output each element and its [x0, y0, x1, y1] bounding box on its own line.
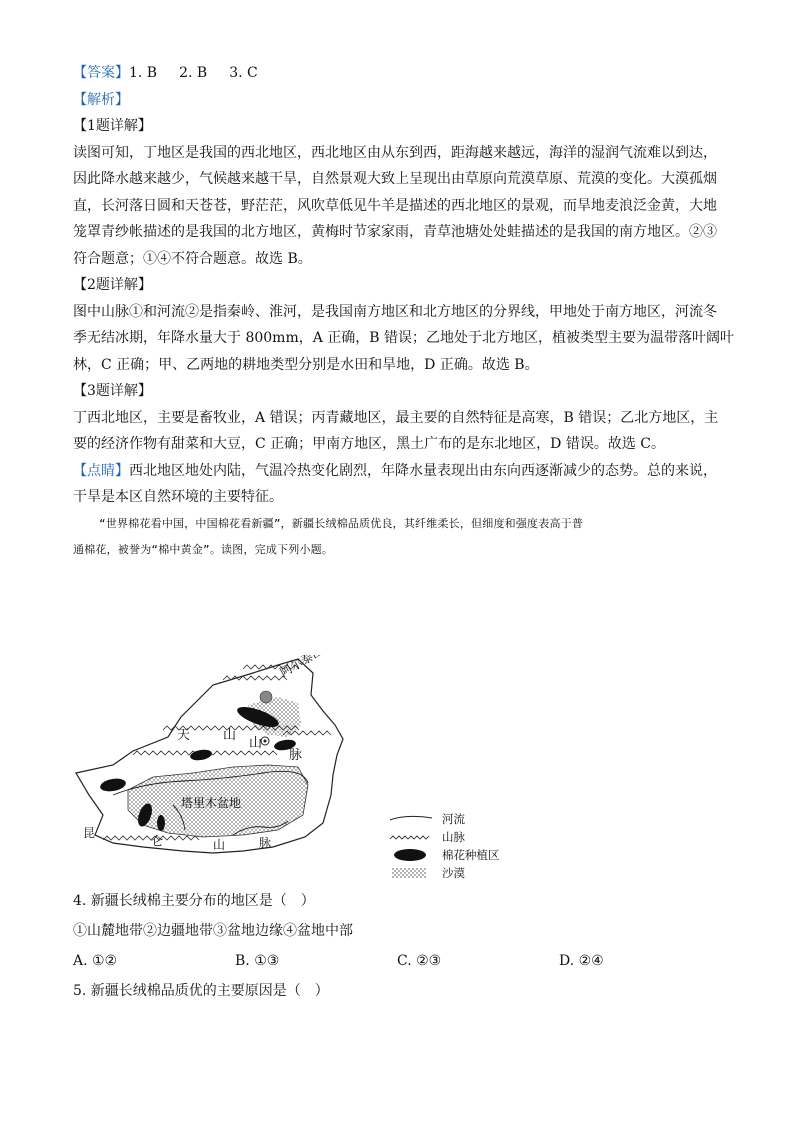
legend-item: 河流	[386, 810, 516, 828]
option-d: D. ②④	[559, 953, 604, 969]
q3-text-line: 要的经济作物有甜菜和大豆，C 正确；甲南方地区，黑土广布的是东北地区，D 错误。故选 C。	[73, 436, 665, 452]
lake	[260, 691, 272, 703]
document-body	[73, 60, 735, 563]
tianshan-label: 天	[177, 727, 191, 742]
tarim-label: 塔里木盆地	[181, 796, 242, 810]
q1-text-line: 符合题意；①④不符合题意。故选 B。	[73, 250, 312, 267]
answer-item: 1. B	[129, 65, 158, 81]
q4-choices: ①山麓地带②边疆地带③盆地边缘④盆地中部	[73, 923, 353, 939]
q1-text-line: 笼罩青纱帐描述的是我国的北方地区，黄梅时节家家雨，青草池塘处处蛙描述的是我国的南方地区。②③	[73, 224, 717, 240]
legend-item: 山脉	[386, 828, 516, 846]
option-c: C. ②③	[397, 953, 442, 969]
kunlun-label: 昆	[83, 826, 96, 840]
kunlun-label: 山	[213, 838, 226, 852]
q4-stem: 4. 新疆长绒棉主要分布的地区是（ ）	[73, 893, 315, 909]
answer-item: 3. C	[229, 65, 258, 81]
q3-tag: 【3题详解】	[73, 383, 152, 399]
q1-text-line: 读图可知，丁地区是我国的西北地区，西北地区由从东到西，距海越来越远，海洋的湿润气流难以到达，	[73, 144, 717, 161]
tianshan-label: 山	[223, 727, 237, 742]
legend-item: 沙漠	[386, 864, 516, 882]
altai-label: 阿尔泰山脉	[277, 655, 337, 680]
answer-item: 2. B	[179, 65, 208, 81]
tianshan-label: 脉	[289, 747, 303, 762]
intro-text-line: 通棉花，被誉为“棉中黄金”。读图，完成下列小题。	[73, 542, 334, 556]
kunlun-label: 仑	[151, 834, 164, 848]
tianshan-label: 山	[249, 735, 263, 750]
q1-tag: 【1题详解】	[73, 118, 152, 134]
highlight-text: 西北地区地处内陆，气温冷热变化剧烈，年降水量表现出由东向西逐渐减少的态势。总的来说，	[129, 462, 717, 479]
map-legend	[386, 810, 516, 882]
highlight-text-line: 干旱是本区自然环境的主要特征。	[73, 489, 283, 505]
questions	[73, 886, 723, 1006]
option-b: B. ①③	[235, 953, 280, 969]
intro-text-line: “世界棉花看中国，中国棉花看新疆”，新疆长绒棉品质优良，其纤维柔长，但细度和强度表高于普	[99, 516, 584, 530]
kunlun-label: 脉	[259, 836, 272, 850]
q2-text-line: 季无结冰期，年降水量大于 800mm，A 正确，B 错误；乙地处于北方地区，植被类型主要为温带落叶阔叶	[73, 330, 735, 346]
q3-text-line: 丁西北地区，主要是畜牧业，A 错误；丙青藏地区，最主要的自然特征是高寒，B 错误；乙北方地区，主	[73, 409, 719, 426]
q2-text-line: 图中山脉①和河流②是指秦岭、淮河，是我国南方地区和北方地区的分界线，甲地处于南方地区，河流冬	[73, 303, 717, 320]
answer-line	[73, 60, 723, 87]
q1-text-line: 因此降水越来越少，气候越来越干旱，自然景观大致上呈现出由草原向荒漠草原、荒漠的变化。大漠孤烟	[73, 171, 717, 187]
q4-options	[73, 946, 723, 976]
answer-tag: 【答案】	[73, 65, 129, 81]
analysis-tag: 【解析】	[73, 91, 129, 108]
q2-tag: 【2题详解】	[73, 277, 152, 293]
option-a: A. ①②	[73, 953, 118, 969]
highlight-tag: 【点睛】	[73, 462, 129, 479]
q1-text-line: 直，长河落日圆和天苍苍，野茫茫，风吹草低见牛羊是描述的西北地区的景观，而旱地麦浪泛金黄，大地	[73, 197, 717, 214]
q2-text-line: 林，C 正确；甲、乙两地的耕地类型分别是水田和旱地，D 正确。故选 B。	[73, 356, 539, 373]
q5-stem: 5. 新疆长绒棉品质优的主要原因是（ ）	[73, 983, 329, 999]
highlight-line	[73, 458, 723, 485]
legend-item: 棉花种植区	[386, 846, 516, 864]
